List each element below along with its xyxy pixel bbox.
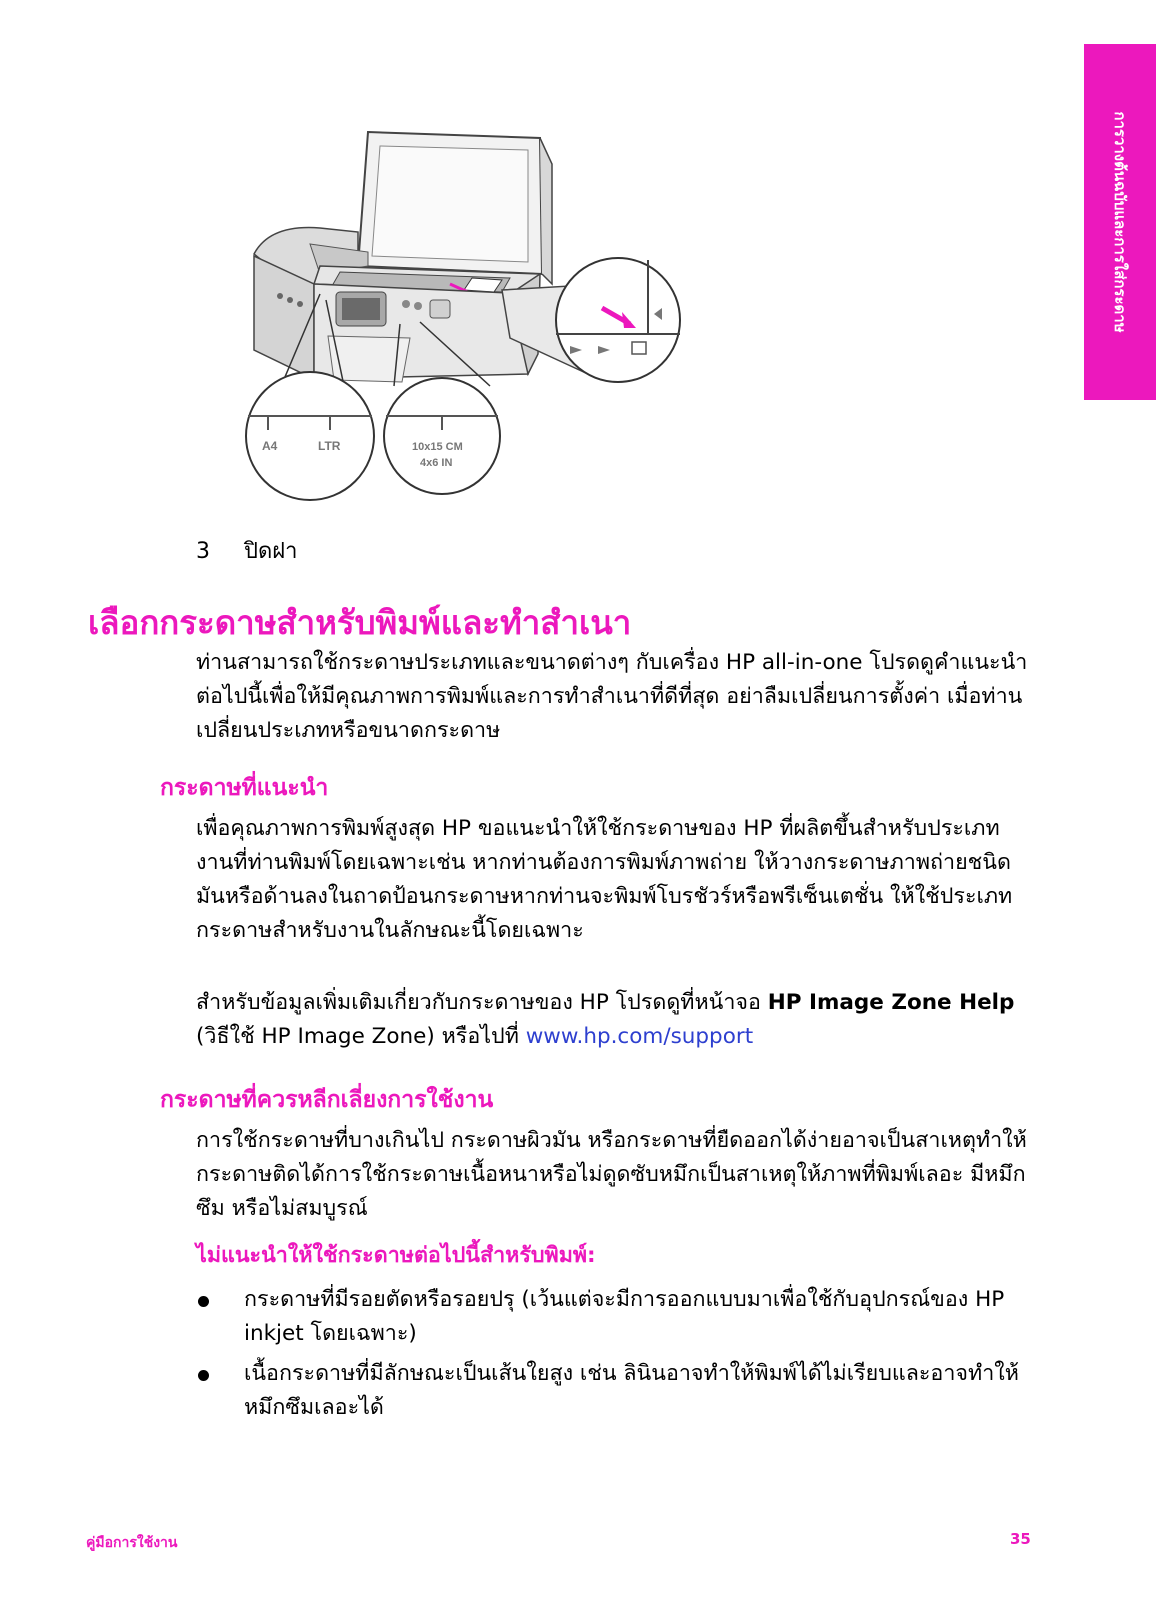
heading-papers-to-avoid: กระดาษที่ควรหลีกเลี่ยงการใช้งาน [160, 1087, 494, 1113]
more-info-paragraph [196, 986, 1036, 1054]
label-a4: A4 [262, 439, 278, 453]
list-item: เนื้อกระดาษที่มีลักษณะเป็นเส้นใยสูง เช่น ลินินอาจทำให้พิมพ์ได้ไม่เรียบและอาจทำให้หมึกซึมเลอะได้ [196, 1357, 1036, 1425]
step-number: 3 [196, 539, 210, 564]
chapter-side-tab-label: การวางต้นฉบับและการใส่กระดาษ [1111, 111, 1129, 333]
section-title: เลือกกระดาษสำหรับพิมพ์และทำสำเนา [88, 603, 632, 642]
recommended-paragraph: เพื่อคุณภาพการพิมพ์สูงสุด HP ขอแนะนำให้ใช้กระดาษของ HP ที่ผลิตขึ้นสำหรับประเภทงานที่ท่านพิมพ์โดยเฉพาะเช่น หากท่านต้องการพิมพ์ภาพถ่าย ให้วางกระดาษภาพถ่ายชนิดมันหรือด้านลงในถาดป้อนกระดาษหากท่านจะพิมพ์โบรชัวร์หรือพรีเซ็นเตชั่น ให้ใช้ประเภทกระดาษสำหรับงานในลักษณะนี้โดยเฉพาะ [196, 816, 1013, 943]
label-10x15cm: 10x15 CM [412, 441, 463, 453]
intro-paragraph: ท่านสามารถใช้กระดาษประเภทและขนาดต่างๆ กับเครื่อง HP all-in-one โปรดดูคำแนะนำต่อไปนี้เพื่อให้มีคุณภาพการพิมพ์และการทำสำเนาที่ดีที่สุด อย่าลืมเปลี่ยนการตั้งค่า เมื่อท่านเปลี่ยนประเภทหรือขนาดกระดาษ [196, 650, 1028, 743]
help-name: HP Image Zone Help [767, 990, 1015, 1015]
label-ltr: LTR [318, 439, 341, 453]
step-3 [196, 533, 298, 568]
heading-recommended-paper: กระดาษที่แนะนำ [160, 775, 329, 801]
scanner-glass-illustration [240, 124, 700, 504]
page-number: 35 [1010, 1530, 1031, 1548]
more-info-text: สำหรับข้อมูลเพิ่มเติมเกี่ยวกับกระดาษของ HP โปรดดูที่หน้าจอ [196, 990, 768, 1015]
more-info-text-2: (วิธีใช้ HP Image Zone) หรือไปที่ [196, 1024, 526, 1049]
avoid-paragraph: การใช้กระดาษที่บางเกินไป กระดาษผิวมัน หรือกระดาษที่ยืดออกได้ง่ายอาจเป็นสาเหตุทำให้กระดาษติดได้การใช้กระดาษเนื้อหนาหรือไม่ดูดซับหมึกเป็นสาเหตุให้ภาพที่พิมพ์เลอะ มีหมึกซึม หรือไม่สมบูรณ์ [196, 1128, 1027, 1221]
label-4x6in: 4x6 IN [420, 457, 453, 469]
footer-guide-title: คู่มือการใช้งาน [86, 1535, 178, 1551]
step-text: ปิดฝา [244, 539, 298, 564]
support-link[interactable]: www.hp.com/support [525, 1024, 754, 1049]
not-recommended-list [196, 1283, 1036, 1431]
list-item: กระดาษที่มีรอยตัดหรือรอยปรุ (เว้นแต่จะมีการออกแบบมาเพื่อใช้กับอุปกรณ์ของ HP inkjet โดยเฉพาะ) [196, 1283, 1036, 1351]
chapter-side-tab [1084, 44, 1156, 400]
subheading-not-recommended: ไม่แนะนำให้ใช้กระดาษต่อไปนี้สำหรับพิมพ์: [196, 1243, 596, 1268]
